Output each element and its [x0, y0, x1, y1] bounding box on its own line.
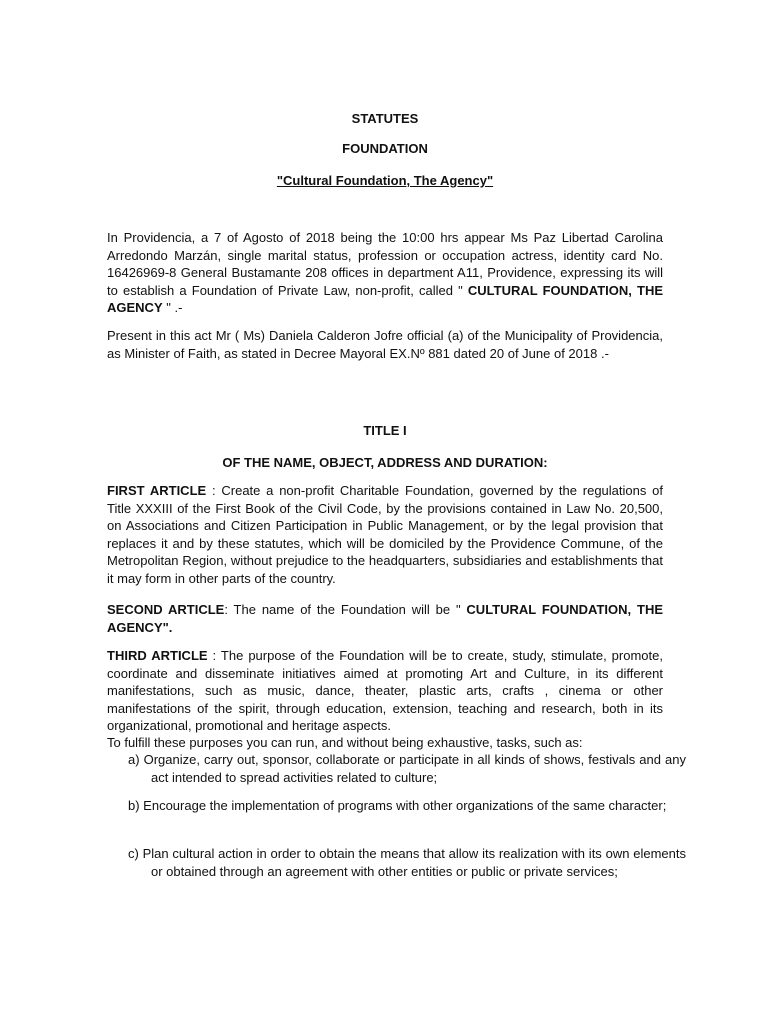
intro-text: In Providencia, a 7 of Agosto of 2018 being the 10:00 hrs appear Ms Paz Libertad Carolina Arredondo Marzán, single marital status, profession or occupation actress, identity card No. 16426969-8 General Bustamante 208 offices in department A11, Providence, expressing its will to establish a Foundation of Private Law, non-profit, called " [107, 230, 663, 298]
third-article [107, 647, 663, 735]
third-article-text: : The purpose of the Foundation will be to create, study, stimulate, promote, coordinate and disseminate initiatives aimed at promoting Art and Culture, in its different manifestations, such as music, dance, theater, plastic arts, crafts , cinema or other manifestations of the spirit, through education, extension, teaching and research, both in its organizational, promotional and heritage aspects. [107, 648, 663, 733]
document-title: STATUTES [351, 111, 419, 126]
list-item-b: b) Encourage the implementation of programs with other organizations of the same character; [128, 798, 667, 813]
minister-paragraph: Present in this act Mr ( Ms) Daniela Calderon Jofre official (a) of the Municipality of Providencia, as Minister of Faith, as stated in Decree Mayoral EX.Nº 881 dated 20 of June of 2018 .- [107, 328, 663, 361]
second-article-text: : The name of the Foundation will be " [224, 602, 467, 617]
title-heading: TITLE I [363, 423, 407, 438]
second-article-label: SECOND ARTICLE [107, 602, 225, 617]
second-article [107, 601, 663, 636]
list-item-c: c) Plan cultural action in order to obtain the means that allow its realization with its own elements or obtained through an agreement with other entities or public or private services; [128, 846, 686, 879]
title-subheading: OF THE NAME, OBJECT, ADDRESS AND DURATION: [222, 455, 548, 470]
second-article-bold: CULTURAL FOUNDATION, THE AGENCY". [107, 602, 664, 635]
intro-bold-name: CULTURAL FOUNDATION, THE AGENCY [107, 282, 663, 315]
list-item-a: a) Organize, carry out, sponsor, collaborate or participate in all kinds of shows, festivals and any act intended to spread activities related to culture; [128, 752, 686, 785]
third-article-label: THIRD ARTICLE [107, 648, 208, 663]
third-article-lead: To fulfill these purposes you can run, and without being exhaustive, tasks, such as: [107, 735, 583, 750]
intro-paragraph [107, 229, 663, 317]
intro-end: " .- [162, 300, 183, 315]
first-article-text: : Create a non-profit Charitable Foundation, governed by the regulations of Title XXXIII of the First Book of the Civil Code, by the provisions contained in Law No. 20,500, on Associations and Citizen Participation in Public Management, or by the legal provision that replaces it and by these statutes, which will be domiciled by the Providence Commune, of the Metropolitan Region, without prejudice to the headquarters, subsidiaries and establishments that it may form in other parts of the country. [107, 483, 663, 586]
foundation-name: "Cultural Foundation, The Agency" [276, 173, 494, 188]
first-article-label: FIRST ARTICLE [107, 483, 207, 498]
first-article [107, 482, 663, 587]
document-subtitle: FOUNDATION [342, 141, 428, 156]
